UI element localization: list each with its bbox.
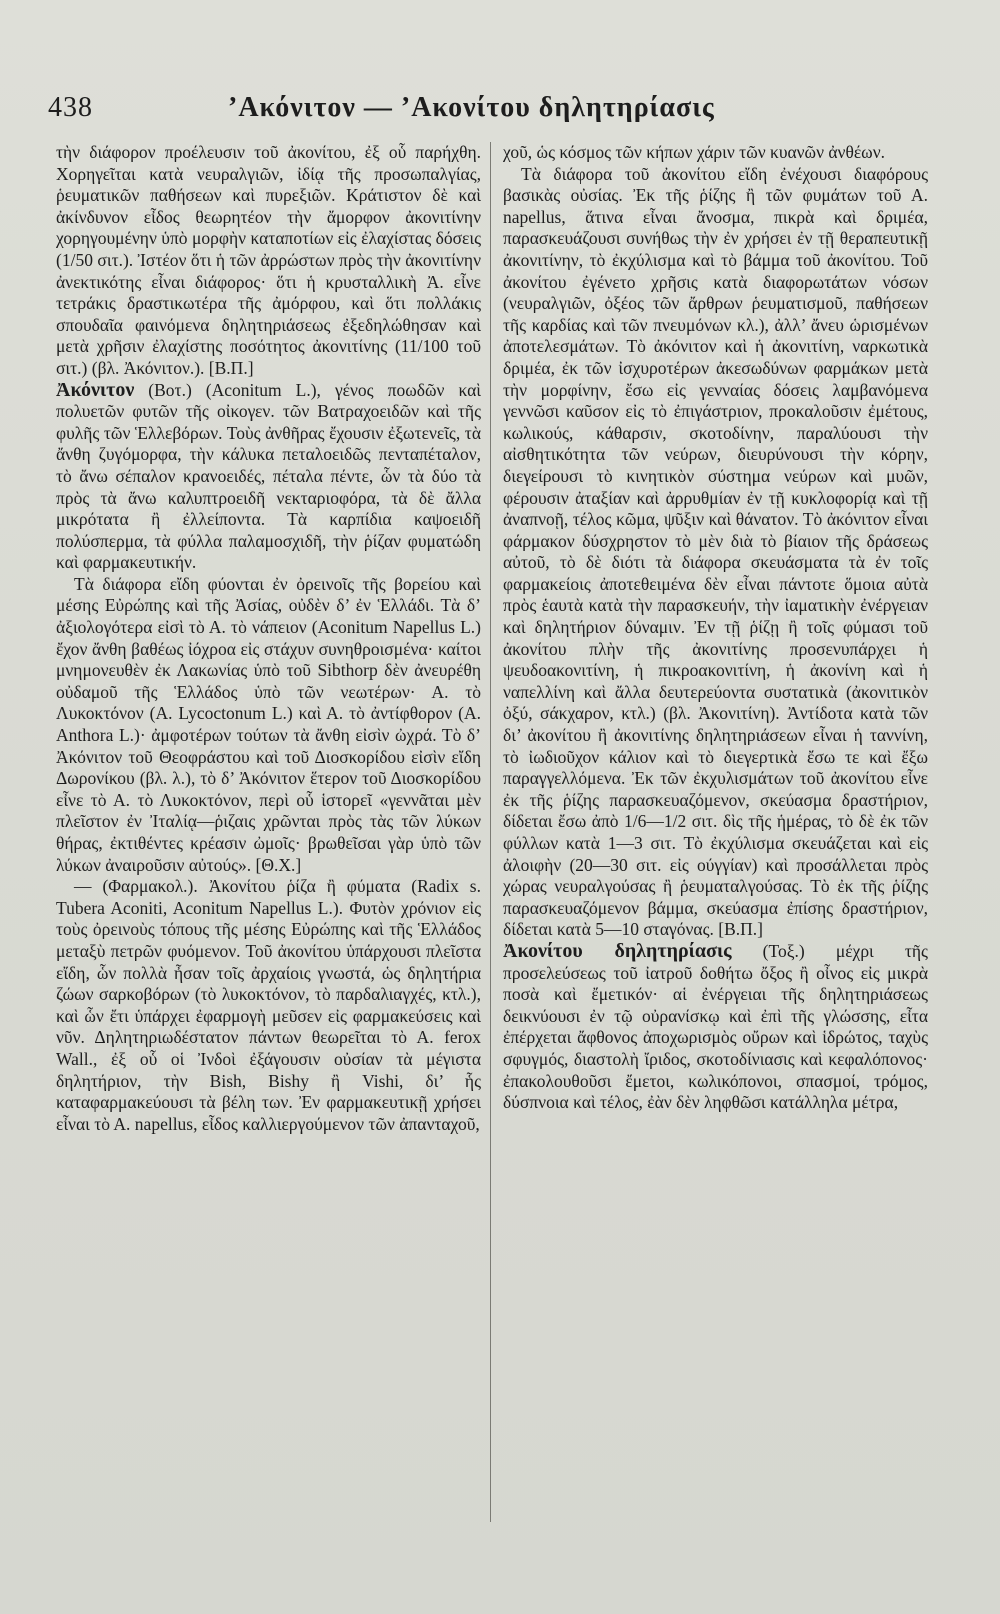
paragraph: χοῦ, ὡς κόσμος τῶν κήπων χάριν τῶν κυανῶν ἀνθέων. xyxy=(503,142,885,162)
paragraph: Τὰ διάφορα τοῦ ἀκονίτου εἴδη ἐνέχουσι διαφόρους βασικὰς οὐσίας. Ἐκ τῆς ῥίζης ἢ τῶν φυμάτων τοῦ Α. napellus, ἅτινα εἶναι ἄνοσμα, πικρὰ καὶ δριμέα, παρασκευάζουσι συνήθως τὴν ἐν χρήσει ἐν τῇ θεραπευτικῇ ἀκονιτίνην, τὸ ἐκχύλισμα καὶ τὸ βάμμα τοῦ ἀκονίτου. Τοῦ ἀκονίτου ἐγένετο χρῆσις κατὰ διαφορωτάτων νόσων (νευραλγιῶν, ὀξέος τῶν ἄρθρων ῥευματισμοῦ, παθήσεων τῆς καρδίας καὶ τῶν πνευμόνων κλ.), ἀλλ’ ἄνευ ὡρισμένων ἀποτελεσμάτων. Τὸ ἀκόνιτον καὶ ἡ ἀκονιτίνη, ναρκωτικὰ δριμέα, ἐκ τῶν ἰσχυροτέρων ἀκεσωδύνων φαρμάκων μετὰ τὴν μορφίνην, ἔσω εἰς γενναίας δόσεις λαμβανόμενα γεννῶσι καῦσον εἰς τὸ ἐπιγάστριον, προκαλοῦσιν ἐμέτους, κωλικούς, κάθαρσιν, σκοτοδίνην, παραλύουσι τὴν αἰσθητικότητα τῶν νεύρων, διευρύνουσι τὴν κόρην, διεγείρουσι τὸ κινητικὸν σύστημα νεύρων καὶ μυῶν, φέρουσιν ἀταξίαν καὶ ἀρρυθμίαν ἐν τῇ κυκλοφορίᾳ καὶ τῇ ἀναπνοῇ, τέλος κῶμα, ψῦξιν καὶ θάνατον. Τὸ ἀκόνιτον εἶναι φάρμακον δύσχρηστον τὸ μὲν διὰ τὸ βίαιον τῆς δράσεως αὐτοῦ, τὸ δὲ διότι τὰ διάφορα σκευάσματα τὰ ἐν τοῖς φαρμακείοις ἀποτεθειμένα δὲν εἶναι πάντοτε ὅμοια αὐτὰ πρὸς ἑαυτὰ κατὰ τὴν παρασκευήν, τὴν ἰαματικὴν ἐνέργειαν καὶ δηλητήριον δύναμιν. Ἐν τῇ ῥίζῃ ἢ τοῖς φύμασι τοῦ ἀκονίτου πλὴν τῆς ἀκονιτίνης προσενυπάρχει ἡ ψευδοακονιτίνη, ἡ πικροακονιτίνη, ἡ ἀκονίνη καὶ ἡ ναπελλίνη καὶ ἄλλα δευτερεύοντα συστατικὰ (ἀκονιτικὸν ὀξύ, σάκχαρον, κτλ.) (βλ. Ἀκονιτίνη). Ἀντίδοτα κατὰ τῶν δι’ ἀκονίτου ἢ ἀκονιτίνης δηλητηριάσεων εἶναι ἡ ταννίνη, τὸ ἰωδιοῦχον κάλιον καὶ τὸ διεγερτικὰ ἔσω τε καὶ ἔξω παραγγελλόμενα. Ἐκ τῶν ἐκχυλισμάτων τοῦ ἀκονίτου εἶνε ἐκ τῆς ῥίζης παρασκευαζόμενον, σκεύασμα δραστήριον, δίδεται ἔσω ἀπὸ 1/6—1/2 σιτ. δὶς τῆς ἡμέρας, τὸ δὲ ἐκ τῶν φύλλων κατὰ 1—3 σιτ. Τὸ ἐκχύλισμα σκευάζεται καὶ εἰς ἀλοιφὴν (20—30 σιτ. εἰς ούγγίαν) καὶ προσάλλεται πρὸς χώρας νευραλγούσας ἢ ῥευματαλγούσας. Τὸ ἐκ τῆς ῥίζης παρασκευαζόμενον βάμμα, σκεύασμα ἐπίσης δραστήριον, δίδεται κατὰ 5—10 σταγόνας. [Β.Π.] xyxy=(503,163,928,940)
paragraph: Τὰ διάφορα εἴδη φύονται ἐν ὀρεινοῖς τῆς βορείου καὶ μέσης Εὐρώπης καὶ τῆς Ἀσίας, οὐδὲν δ’ ἐν Ἑλλάδι. Τὰ δ’ ἀξιολογότερα εἰσὶ τὸ Α. τὸ νάπειον (Aconitum Napellus L.) ἔχον ἄνθη βαθέως ἰόχροα εἰς στάχυν συνηθροισμένα· καίτοι μνημονευθὲν ἐκ Λακωνίας ὑπὸ τοῦ Sibthorp δὲν ἀνευρέθη οὐδαμοῦ τῆς Ἑλλάδος ὑπὸ τῶν νεωτέρων· Α. τὸ Λυκοκτόνον (Α. Lycoctonum L.) καὶ Α. τὸ ἀντίφθορον (Α. Anthora L.)· ἀμφοτέρων τούτων τὰ ἄνθη εἰσὶν ὠχρά. Τὸ δ’ Ἀκόνιτον τοῦ Θεοφράστου καὶ τοῦ Διοσκορίδου εἰσὶν εἴδη Δωρονίκου (βλ. λ.), τὸ δ’ Ἀκόνιτον ἕτερον τοῦ Διοσκορίδου εἶνε τὸ Α. τὸ Λυκοκτόνον, περὶ οὗ ἱστορεῖ «γεννᾶται μὲν πλεῖστον ἐν Ἰταλίᾳ—ῥιζαις χρῶνται πρὸς τὰς τῶν λύκων θήρας, ἐκτιθέντες κρέασιν ὠμοῖς· βρωθεῖσαι γὰρ ὑπὸ τῶν λύκων ἀναιροῦσιν αὐτούς». [Θ.Χ.] xyxy=(56,573,481,875)
paragraph: — (Φαρμακολ.). Ἀκονίτου ῥίζα ἢ φύματα (Radix s. Tubera Aconiti, Aconitum Napellus L.). Φυτὸν χρόνιον εἰς τοὺς ὀρεινοὺς τόπους τῆς μέσης Εὐρώπης καὶ τῆς Ἑλλάδος μεταξὺ πετρῶν φυόμενον. Τοῦ ἀκονίτου ὑπάρχουσι πλεῖστα εἴδη, ὧν πολλὰ ἦσαν τοῖς ἀρχαίοις γνωστά, ὡς δηλητήρια ζώων σαρκοβόρων (τὸ λυκοκτόνον, τὸ παρδαλιαγχές, κτλ.), καὶ ὧν ἔτι ὑπάρχει ἐφαρμογὴ μεῦσεν εἰς φαρμακεύσεις καὶ νῦν. Δηλητηριωδέστατον πάντων θεωρεῖται τὸ Α. ferox Wall., ἐξ οὗ οἱ Ἰνδοὶ ἐξάγουσιν οὐσίαν τὰ μέγιστα δηλητήριον, τὴν Bish, Bishy ἢ Vishi, δι’ ἧς καταφαρμακεύουσι τὰ βέλη των. Ἐν φαρμακευτικῇ χρήσει εἶναι τὸ Α. napellus, εἶδος καλλιεργούμενον τῶν ἀπανταχοῦ, xyxy=(56,876,481,1134)
entry-aconite-poisoning xyxy=(503,941,928,1114)
left-column xyxy=(56,142,481,1135)
entry-text: (Βοτ.) (Aconitum L.), γένος ποωδῶν καὶ πολυετῶν φυτῶν τῆς οἰκογεν. τῶν Βατραχοειδῶν καὶ τῆς φυλῆς τῶν Ἑλλεβόρων. Τοὺς ἀνθῆρας ἔχουσιν ἐξωτενεῖς, τὰ ἄνθη ζυγόμορφα, τὴν κάλυκα πεταλοειδῶς πενταπέταλον, τὸ ἄνω σέπαλον κρανοειδές, πέταλα πέντε, ὧν τὰ δύο τὰ πρὸς τὰ ἄνω καλυπτροειδῆ νεκταριοφόρα, τὰ δὲ ἄλλα μικρότατα ἢ ἐλλείποντα. Τὰ καρπίδια καψοειδῆ πολύσπερμα, τὰ φύλλα παλαμοσχιδῆ, τὴν ῥίζαν φυματώδη καὶ φαρμακευτικήν. xyxy=(56,379,481,573)
running-title: ’Ακόνιτον — ’Ακονίτου δηλητηρίασις xyxy=(228,92,715,123)
entry-text: (Τοξ.) μέχρι τῆς προσελεύσεως τοῦ ἰατροῦ δοθήτω ὄξος ἢ οἶνος εἰς μικρὰ ποσὰ καὶ ἔμετικόν· αἱ ἐνέργειαι τῆς δηλητηριάσεως δεικνύουσι ἐν τῷ οὐρανίσκῳ καὶ ἐπὶ τῆς γλώσσης, εἶτα ἐπέρχεται ἄφθονος ἀποχωρισμὸς οὔρων καὶ ἱδρώτος, ταχὺς σφυγμός, διαστολὴ ἴριδος, σκοτοδίνιασις καὶ κεφαλόπονος· ἐπακολουθοῦσι ἔμετοι, κωλικόπονοι, σπασμοί, τρόμος, δύσπνοια καὶ τέλος, ἐὰν δὲν ληφθῶσι κατάλληλα μέτρα, xyxy=(503,940,928,1113)
entry-headword: Ἀκόνιτον xyxy=(56,378,135,401)
entry-headword: Ἀκονίτου δηλητηρίασις xyxy=(503,939,732,962)
paragraph: τὴν διάφορον προέλευσιν τοῦ ἀκονίτου, ἐξ οὗ παρήχθη. Χορηγεῖται κατὰ νευραλγιῶν, ἰδίᾳ τῆς προσωπαλγίας, ῥευματικῶν παθήσεων καὶ πυρεξιῶν. Κράτιστον δὲ καὶ ἀκίνδυνον εἶδος θεωρητέον τὴν ἄμορφον ἀκονιτίνην χορηγουμένην ὑπὸ μορφὴν καταποτίων εἰς ἐλαχίστας δόσεις (1/50 σιτ.). Ἰστέον ὅτι ἡ τῶν ἀρρώστων πρὸς τὴν ἀκονιτίνην ἀνεκτικότης εἶναι διάφορος· ὅτι ἡ κρυσταλλικὴ Ἀ. εἶνε τετράκις δραστικωτέρα τῆς ἀμόρφου, καὶ ὅτι πολλάκις σπουδαῖα φαινόμενα δηλητηριάσεως ἐξεδηλώθησαν καὶ μετὰ χρῆσιν ἐλαχίστης ποσότητος ἀκονιτίνης (11/100 τοῦ σιτ.) (βλ. Ἀκόνιτον.). [Β.Π.] xyxy=(56,142,481,378)
column-divider xyxy=(490,142,491,1522)
page-number: 438 xyxy=(48,92,93,123)
entry-aconitum xyxy=(56,380,481,574)
page-header xyxy=(48,92,948,132)
right-column xyxy=(503,142,928,1114)
